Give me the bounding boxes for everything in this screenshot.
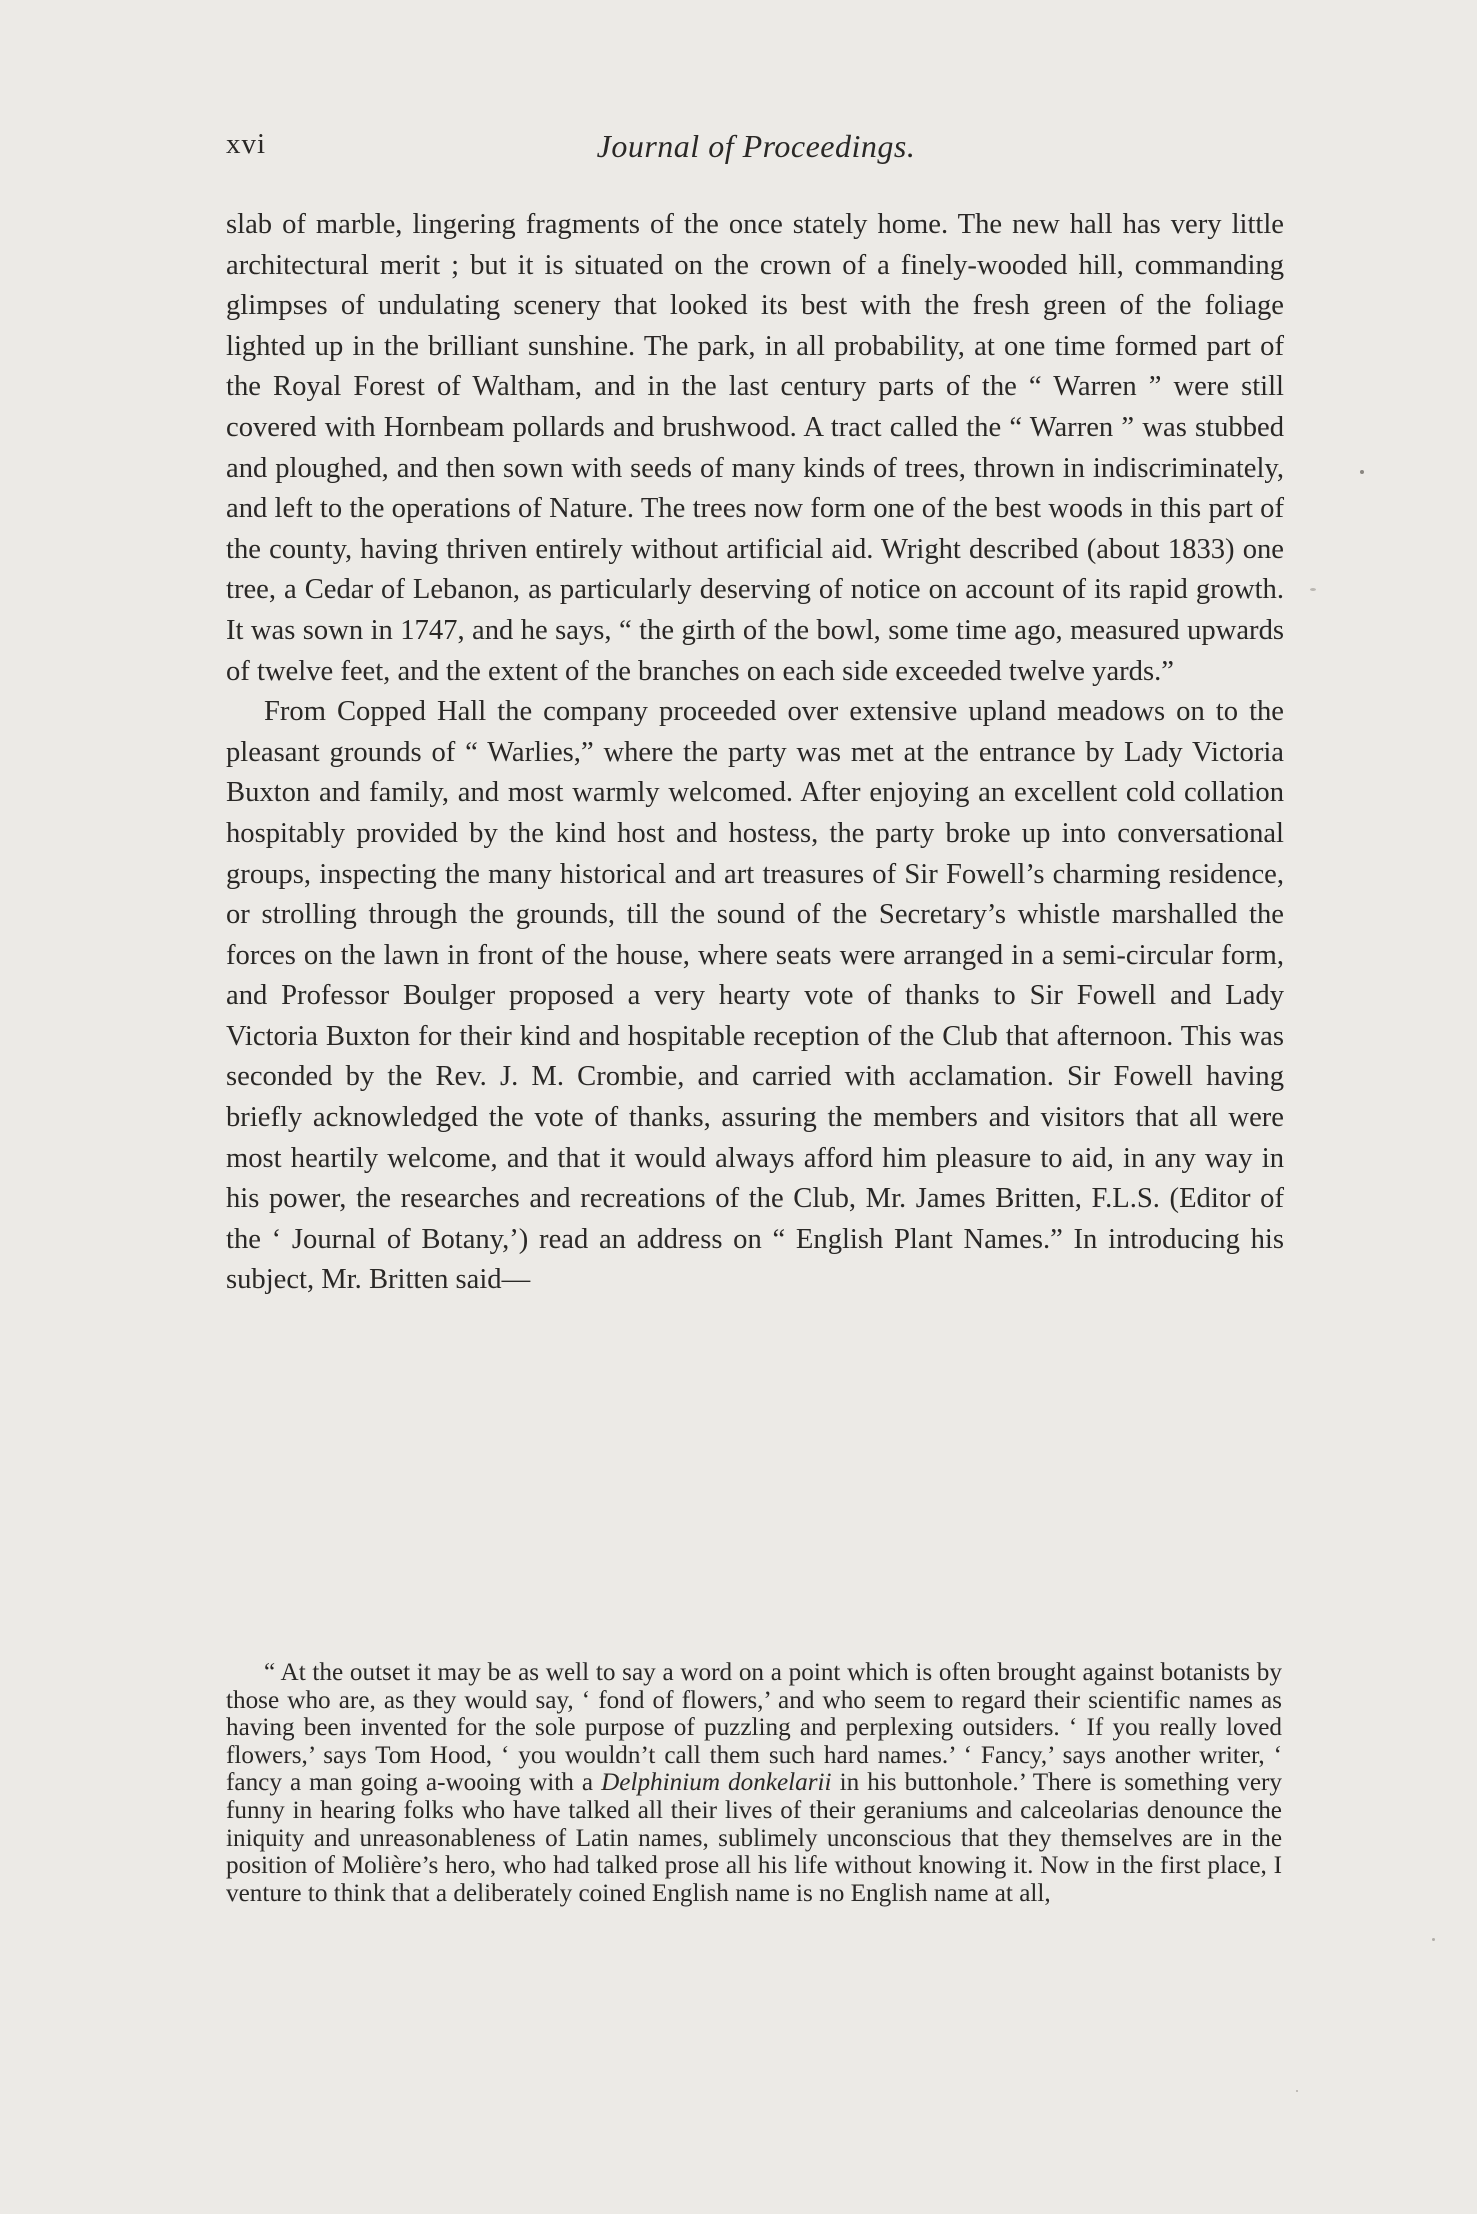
running-head: Journal of Proceedings. [596, 128, 916, 164]
paper-speck [1296, 2090, 1298, 2092]
paragraph-copped-hall: slab of marble, lingering fragments of the once stately home. The new hall has very little architectural merit ; but it is situated on the crown of a finely-wooded hill, commanding glimpses of undulating scenery that looked its best with the fresh green of the foliage lighted up in the brilliant sunshine. The park, in all probability, at one time formed part of the Royal Forest of Waltham, and in the last century parts of the “ Warren ” were still covered with Hornbeam pollards and brushwood. A tract called the “ Warren ” was stubbed and ploughed, and then sown with seeds of many kinds of trees, thrown in indiscriminately, and left to the operations of Nature. The trees now form one of the best woods in this part of the county, having thriven entirely without artificial aid. Wright described (about 1833) one tree, a Cedar of Lebanon, as particularly deserving of notice on account of its rapid growth. It was sown in 1747, and he says, “ the girth of the bowl, some time ago, measured upwards of twelve feet, and the extent of the branches on each side exceeded twelve yards.” [226, 209, 1284, 687]
page-number: xvi [226, 128, 267, 160]
paragraph-warlies: From Copped Hall the company proceeded over extensive upland meadows on to the pleasant grounds of “ Warlies,” where the party was met at the entrance by Lady Victoria Buxton and family, and most warmly welcomed. After enjoying an excellent cold collation hospitably provided by the kind host and hostess, the party broke up into conversational groups, inspecting the many historical and art treasures of Sir Fowell’s charming residence, or strolling through the grounds, till the sound of the Secretary’s whistle marshalled the forces on the lawn in front of the house, where seats were arranged in a semi-circular form, and Professor Boulger proposed a very hearty vote of thanks to Sir Fowell and Lady Victoria Buxton for their kind and hospitable reception of the Club that afternoon. This was seconded by the Rev. J. M. Crombie, and carried with acclamation. Sir Fowell having briefly acknowledged the vote of thanks, assuring the members and visitors that all were most heartily welcome, and that it would always afford him pleasure to aid, in any way in his power, the researches and recreations of the Club, Mr. James Britten, F.L.S. (Editor of the ‘ Journal of Botany,’) read an address on “ English Plant Names.” In introducing his subject, Mr. Britten said— [226, 696, 1284, 1296]
quote-italic-plant-name: Delphinium donkelarii [601, 1769, 832, 1797]
quoted-address [226, 1659, 1282, 1907]
quote-paragraph [226, 1659, 1282, 1907]
quote-text-end: in his buttonhole.’ There is something very funny in hearing folks who have talked all their lives of their geraniums and calceolarias denounce the iniquity and unreasonableness of Latin names, sublimely unconscious that they themselves are in the position of Molière’s hero, who had talked prose all his life without knowing it. Now in the first place, I venture to think that a deliberately coined English name is no English name at all, [226, 1769, 1282, 1907]
body-text [226, 205, 1284, 1301]
paper-speck [1310, 588, 1316, 591]
quote-text-start: “ At the outset it may be as well to say a word on a point which is often brought against botanists by those who are, as they would say, ‘ fond of flowers,’ and who seem to regard their scientific names as having been invented for the sole purpose of puzzling and perplexing outsiders. ‘ If you really loved flowers,’ says Tom Hood, ‘ you wouldn’t call them such hard names.’ ‘ Fancy,’ says another writer, ‘ fancy a man going a-wooing with a [226, 1659, 1282, 1797]
page-header [226, 128, 1286, 172]
paper-speck [1360, 470, 1364, 474]
paper-speck [1432, 1938, 1435, 1941]
